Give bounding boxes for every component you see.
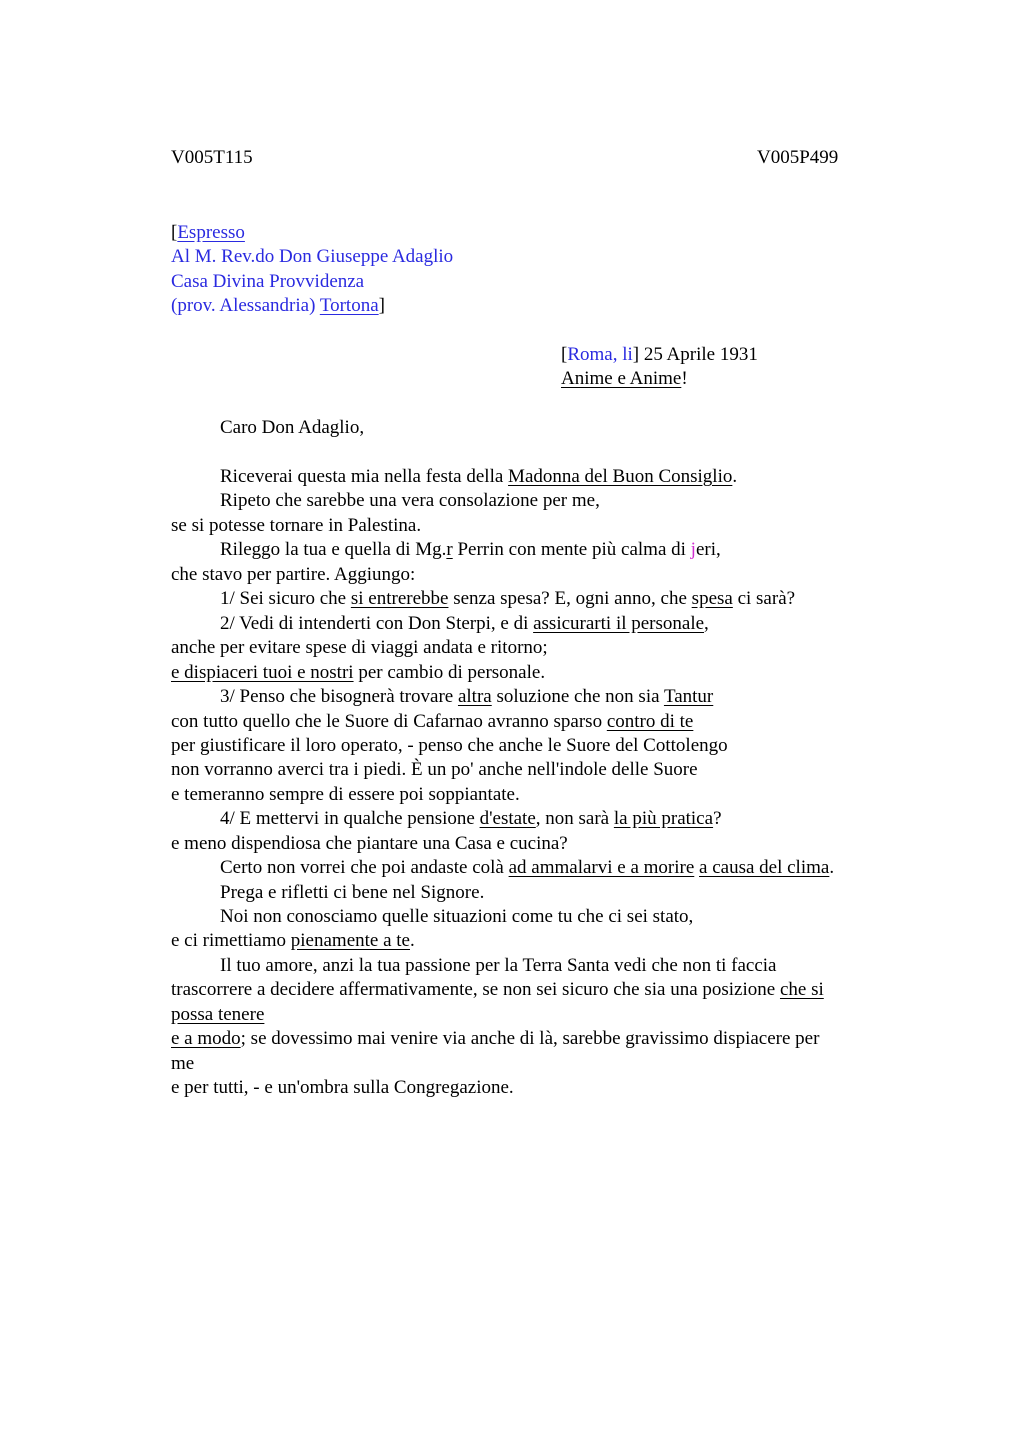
body-line-6 (220, 587, 795, 611)
body-line-17 (220, 856, 834, 880)
text: ; se dovessimo mai venire via anche di là, sarebbe gravissimo dispiacere per (240, 1028, 820, 1049)
text: e ci rimettiamo (171, 930, 291, 951)
address-city: Tortona (319, 295, 379, 316)
text: per cambio di personale. (353, 662, 546, 683)
text: con tutto quello che le Suore di Cafarnao avranno sparso (171, 711, 607, 732)
dateline-place: Roma, li (567, 344, 633, 365)
body-line-19: Noi non conosciamo quelle situazioni come tu che ci sei stato, (220, 906, 694, 927)
dateline-date: 25 Aprile 1931 (639, 344, 758, 365)
text: . (829, 857, 835, 878)
address-line-4 (171, 294, 385, 318)
greeting: Caro Don Adaglio, (220, 417, 365, 438)
body-line-3: se si potesse tornare in Palestina. (171, 515, 422, 536)
text: , (704, 613, 709, 634)
underlined-text: che si (779, 979, 824, 1000)
body-line-5: che stavo per partire. Aggiungo: (171, 564, 416, 585)
motto (561, 367, 688, 391)
underlined-text: e dispiaceri tuoi e nostri (171, 662, 354, 683)
text: eri, (695, 539, 721, 560)
text: 3/ Penso che bisognerà trovare (220, 686, 458, 707)
underlined-text: assicurarti il personale (533, 613, 705, 634)
underlined-text: e a modo (171, 1028, 241, 1049)
underlined-text: si entrerebbe (350, 588, 449, 609)
text: ci sarà? (732, 588, 796, 609)
body-line-26: e per tutti, - e un'ombra sulla Congregazione. (171, 1077, 514, 1098)
body-line-2: Ripeto che sarebbe una vera consolazione per me, (220, 490, 600, 511)
underlined-text: a causa del clima (699, 857, 830, 878)
body-line-10 (220, 685, 713, 709)
document-code-left: V005T115 (171, 147, 253, 168)
address-province: (prov. Alessandria) (171, 295, 320, 316)
body-line-18: Prega e rifletti ci bene nel Signore. (220, 882, 485, 903)
dateline (561, 343, 758, 367)
underlined-text: altra (457, 686, 492, 707)
motto-end: ! (681, 368, 688, 389)
body-line-7 (220, 612, 709, 636)
text: 1/ Sei sicuro che (220, 588, 351, 609)
document-code-right: V005P499 (757, 147, 839, 168)
body-line-8: anche per evitare spese di viaggi andata e ritorno; (171, 637, 548, 658)
underlined-text: r (446, 539, 453, 560)
address-line-1 (171, 221, 245, 245)
bracket: ] (632, 344, 640, 365)
body-line-13: non vorranno averci tra i piedi. È un po' anche nell'indole delle Suore (171, 759, 698, 780)
body-line-24 (171, 1027, 819, 1051)
text: Rileggo la tua e quella di Mg. (220, 539, 447, 560)
text: senza spesa? E, ogni anno, che (448, 588, 692, 609)
body-line-9 (171, 661, 545, 685)
text: trascorrere a decidere affermativamente, se non sei sicuro che sia una posizione (171, 979, 780, 1000)
underlined-text: contro di te (606, 711, 694, 732)
body-line-12: per giustificare il loro operato, - penso che anche le Suore del Cottolengo (171, 735, 728, 756)
text: ? (713, 808, 722, 829)
underlined-text: spesa (691, 588, 733, 609)
body-line-1 (220, 465, 737, 489)
address-espresso: Espresso (177, 222, 245, 243)
body-line-20 (171, 929, 415, 953)
bracket: ] (378, 295, 385, 316)
text: 4/ E mettervi in qualche pensione (220, 808, 480, 829)
body-line-4 (220, 538, 721, 562)
body-line-15 (220, 807, 722, 831)
underlined-text: la più pratica (613, 808, 714, 829)
highlighted-letter: j (690, 539, 696, 560)
underlined-text: ad ammalarvi e a morire (508, 857, 695, 878)
bracket: [ (171, 222, 178, 243)
text: . (732, 466, 738, 487)
body-line-23 (171, 1003, 264, 1027)
body-line-22 (171, 978, 824, 1002)
underlined-text: Madonna del Buon Consiglio (508, 466, 733, 487)
underlined-text: d'estate (479, 808, 536, 829)
body-line-16: e meno dispendiosa che piantare una Casa e cucina? (171, 833, 568, 854)
body-line-25: me (171, 1053, 195, 1074)
body-line-21: Il tuo amore, anzi la tua passione per la Terra Santa vedi che non ti faccia (220, 955, 777, 976)
address-line-2: Al M. Rev.do Don Giuseppe Adaglio (171, 246, 454, 267)
underlined-text: possa tenere (171, 1004, 265, 1025)
text: soluzione che non sia (491, 686, 664, 707)
motto-text: Anime e Anime (561, 368, 682, 389)
text: Riceverai questa mia nella festa della (220, 466, 509, 487)
underlined-text: Tantur (663, 686, 714, 707)
text: 2/ Vedi di intenderti con Don Sterpi, e di (220, 613, 534, 634)
text: Perrin con mente più calma di (452, 539, 691, 560)
body-line-11 (171, 710, 693, 734)
address-line-3: Casa Divina Provvidenza (171, 271, 365, 292)
text: . (409, 930, 415, 951)
text: Certo non vorrei che poi andaste colà (220, 857, 509, 878)
text: , non sarà (535, 808, 614, 829)
bracket: [ (561, 344, 568, 365)
body-line-14: e temeranno sempre di essere poi soppiantate. (171, 784, 520, 805)
underlined-text: pienamente a te (290, 930, 410, 951)
